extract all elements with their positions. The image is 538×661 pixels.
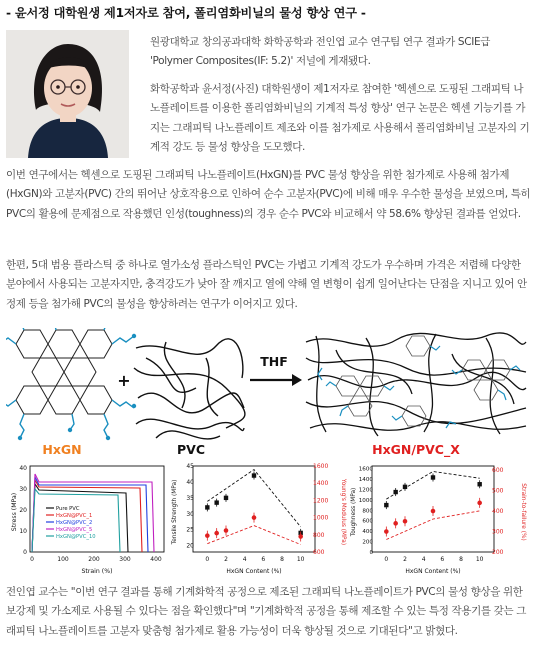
curve-pvc-5 — [32, 474, 154, 552]
paragraph-research: 이번 연구에서는 헥센으로 도핑된 그래피틱 나노플레이트(HxGN)를 PVC 물성 향상을 위한 첨가제로 사용해 첨가제(HxGN)와 고분자(PVC) 간의 뛰어난 상호작용으로 인하여 순수 고분자(PVC)에 비해 매우 우수한 물성을 보였으며, 특히 PVC의 활용에 문제점으로 작용했던 인성(toughness)의 경우 순수 PVC와 비교해서 약 58.6% 향상된 결과를 얻었다. — [6, 169, 531, 220]
xtick: 8 — [459, 556, 463, 563]
stress-ytick: 40 — [19, 465, 27, 472]
xtick: 0 — [205, 556, 210, 563]
xtick: 6 — [440, 556, 445, 563]
legend-pvc-5: HxGN@PVC_5 — [56, 527, 93, 533]
red-data-point — [298, 534, 303, 539]
toughness-ylabel: Toughness (MPa) — [351, 487, 357, 537]
thf-label: THF — [260, 354, 288, 369]
left-ytick: 35 — [186, 494, 194, 502]
red-data-point — [384, 529, 389, 534]
paragraph-author: 화학공학과 윤서정(사진) 대학원생이 제1저자로 참여한 '헥센으로 도핑된 그래피틱 나노플레이트를 이용한 폴리염화비닐의 기계적 특성 향상' 연구 논문은 헥센 기능기를 가지는 그래피틱 나노플레이트 제조와 이를 첨가제로 사용해서 폴리염화비닐 고분자의 기계적 강도 등 물성 향상을 도모했다. — [150, 83, 530, 153]
left-ytick: 40 — [186, 478, 194, 486]
legend-pvc-2: HxGN@PVC_2 — [56, 520, 93, 526]
researcher-photo — [6, 30, 129, 158]
pvc-label: PVC — [176, 442, 206, 457]
xtick: 8 — [280, 556, 284, 563]
red-data-point — [403, 519, 408, 524]
toughness-panel — [351, 466, 526, 575]
red-trend-arrow — [207, 526, 300, 545]
black-data-point — [384, 503, 388, 507]
hxgn-label: HxGN — [42, 442, 82, 457]
product-label: HxGN/PVC_X — [372, 442, 460, 457]
strain-xlabel: Strain (%) — [81, 568, 113, 575]
red-data-point — [393, 521, 398, 526]
stress-ytick: 10 — [19, 528, 27, 535]
paragraph-quote: 전인엽 교수는 "이번 연구 결과를 통해 기계화학적 공정으로 제조된 그래피틱 나노플레이트가 PVC의 물성 향상을 위한 보강제 및 가소제로 사용될 수 있다는 점을 확인했다"며 "기계화학적 공정을 통해 제조할 수 있는 특정 작용기를 갖는 그래피틱 나노플레이트를 고분자 맞춤형 첨가제로 활용 가능성이 더욱 향상될 것으로 기대된다"고 밝혔다. — [6, 586, 527, 637]
left-ytick: 25 — [186, 526, 194, 534]
stress-ytick: 30 — [19, 486, 27, 493]
black-data-point — [214, 500, 218, 504]
pvc-chains — [134, 339, 245, 439]
xtick: 10 — [296, 556, 305, 563]
xtick: 4 — [242, 556, 247, 563]
composite-network — [306, 333, 526, 436]
left-ytick: 0 — [369, 550, 373, 556]
right-ytick: 1200 — [313, 497, 329, 505]
left-ytick: 1600 — [358, 466, 373, 473]
xtick: 2 — [403, 556, 407, 563]
strain-failure-ylabel: Strain-to-failure (%) — [520, 483, 526, 541]
article-headline: - 윤서정 대학원생 제1저자로 참여, 폴리염화비닐의 물성 향상 연구 - — [6, 6, 366, 20]
right-ytick: 1400 — [313, 480, 329, 488]
legend-pvc-1: HxGN@PVC_1 — [56, 513, 93, 519]
left-ytick: 30 — [186, 510, 194, 518]
black-data-point — [431, 475, 435, 479]
schematic-svg — [6, 328, 532, 458]
paragraph-background: 한편, 5대 범용 플라스틱 중 하나로 열가소성 플라스틱인 PVC는 가볍고 기계적 강도가 우수하며 가격은 저렴해 다양한 분야에서 사용되는 고분자지만, 충격강도가 낮아 잘 깨지고 열에 약해 열 변형이 쉽게 일어난다는 단점을 지니고 있어 안정제 등을 첨가해 PVC의 물성을 향상하려는 연구가 이어지고 있다. — [6, 259, 527, 310]
tensile-ylabel: Tensile Strength (MPa) — [172, 479, 178, 545]
right-ytick: 600 — [492, 467, 504, 475]
stress-ytick: 20 — [19, 507, 27, 514]
right-ytick: 200 — [492, 549, 504, 556]
results-plots — [6, 460, 532, 580]
paragraph-intro: 원광대학교 창의공과대학 화학공학과 전인엽 교수 연구팀 연구 결과가 SCIE급 'Polymer Composites(IF: 5.2)' 저널에 게재됐다. — [150, 36, 491, 68]
right-ytick: 600 — [313, 549, 325, 556]
right-ytick: 1600 — [313, 463, 329, 470]
left-ytick: 1400 — [358, 477, 373, 484]
stress-ytick: 0 — [23, 549, 27, 556]
black-data-point — [252, 473, 256, 477]
toughness-xlabel: HxGN Content (%) — [405, 568, 461, 575]
red-data-point — [214, 531, 219, 536]
stress-strain-panel — [11, 465, 164, 575]
black-data-point — [477, 482, 481, 486]
strain-xtick: 200 — [88, 556, 100, 563]
legend-pure-pvc: Pure PVC — [56, 506, 80, 512]
red-data-point — [431, 509, 436, 514]
xtick: 4 — [421, 556, 426, 563]
left-ytick: 800 — [362, 508, 373, 515]
red-data-point — [205, 533, 210, 538]
reaction-arrow — [250, 374, 302, 386]
left-ytick: 20 — [186, 542, 194, 550]
plots-svg — [6, 460, 532, 580]
xtick: 2 — [224, 556, 228, 563]
strain-xtick: 400 — [150, 556, 162, 563]
red-data-point — [252, 515, 257, 520]
plus-sign: + — [117, 371, 131, 390]
stress-ylabel: Stress (MPa) — [11, 492, 18, 532]
legend-pvc-10: HxGN@PVC_10 — [56, 534, 96, 540]
tensile-panel — [172, 463, 346, 575]
xtick: 0 — [384, 556, 389, 563]
strain-xtick: 300 — [119, 556, 131, 563]
xtick: 10 — [475, 556, 484, 563]
left-ytick: 600 — [362, 518, 373, 525]
red-data-point — [224, 528, 229, 533]
right-ytick: 400 — [492, 508, 504, 516]
left-ytick: 1200 — [358, 487, 373, 494]
right-ytick: 1000 — [313, 514, 329, 522]
xtick: 6 — [261, 556, 266, 563]
black-data-point — [224, 496, 228, 500]
modulus-ylabel: Young's Modulus (MPa) — [340, 478, 346, 546]
schematic-diagram — [6, 328, 532, 458]
left-ytick: 400 — [362, 529, 373, 536]
left-ytick: 45 — [186, 463, 194, 470]
right-ytick: 800 — [313, 531, 325, 539]
left-ytick: 200 — [362, 539, 373, 546]
black-data-point — [205, 505, 209, 509]
strain-xtick: 0 — [30, 556, 34, 563]
right-ytick: 300 — [492, 528, 504, 536]
left-ytick: 1000 — [358, 497, 373, 504]
red-data-point — [477, 501, 482, 506]
strain-xtick: 100 — [57, 556, 69, 563]
tensile-xlabel: HxGN Content (%) — [226, 568, 282, 575]
right-ytick: 500 — [492, 487, 504, 495]
